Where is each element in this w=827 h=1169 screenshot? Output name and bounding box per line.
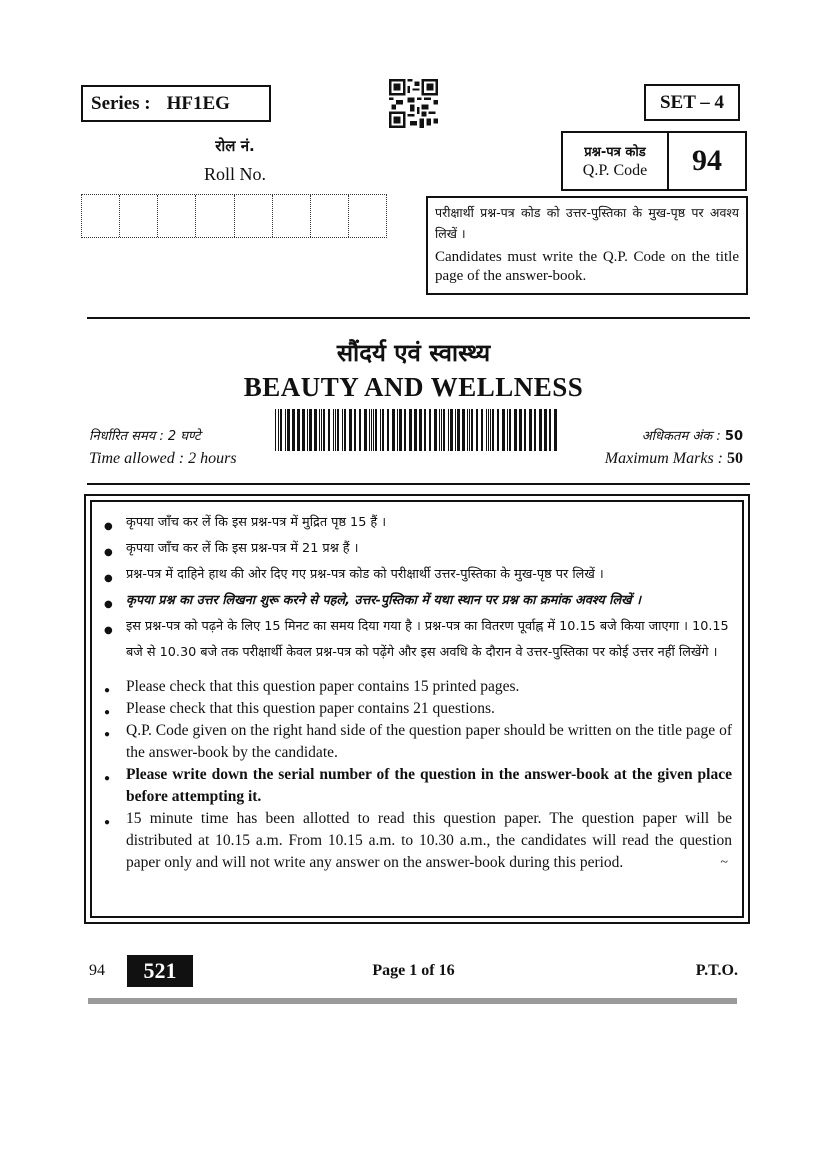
barcode-bar	[439, 409, 440, 451]
barcode-bar	[539, 409, 542, 451]
roll-digit-box[interactable]	[349, 195, 386, 237]
barcode-bar	[354, 409, 356, 451]
barcode-bar	[380, 409, 381, 451]
barcode-bar	[397, 409, 398, 451]
instruction-item: ● इस प्रश्न-पत्र को पढ़ने के लिए 15 मिनट का समय दिया गया है । प्रश्न-पत्र का वितरण पूर्वाह्न में 10.15 बजे किया जाएगा । 10.15 बजे से 10.30 बजे तक परीक्षार्थी केवल प्रश्न-पत्र को पढ़ेंगे और इस अवधि के दौरान वे उत्तर-पुस्तिका पर कोई उत्तर नहीं लिखेंगे ।	[100, 614, 732, 666]
roll-digit-box[interactable]	[196, 195, 234, 237]
subject-title: BEAUTY AND WELLNESS	[243, 372, 584, 402]
barcode-bar	[507, 409, 508, 451]
barcode-bar	[419, 409, 422, 451]
barcode-bar	[392, 409, 395, 451]
qr-code-icon	[389, 79, 438, 128]
barcode-bar	[364, 409, 367, 451]
set-box: SET – 4	[644, 84, 740, 121]
barcode-bar	[448, 409, 449, 451]
barcode-bar	[492, 409, 494, 451]
roll-digit-box[interactable]	[120, 195, 158, 237]
barcode-bar	[373, 409, 374, 451]
barcode-bar	[275, 409, 276, 451]
roll-digit-box[interactable]	[82, 195, 120, 237]
barcode-bar	[344, 409, 346, 451]
barcode-bar	[471, 409, 473, 451]
pto-label: P.T.O.	[695, 962, 738, 979]
max-marks-hindi: अधिकतम अंक : 50	[641, 429, 743, 444]
barcode-bar	[455, 409, 456, 451]
barcode-bar	[490, 409, 491, 451]
time-allowed-hindi: निर्धारित समय : 2 घण्टे	[89, 429, 201, 444]
barcode-bar	[280, 409, 282, 451]
footer-qp-code: 94	[89, 962, 105, 979]
qp-code-box	[561, 131, 747, 191]
divider	[87, 317, 750, 319]
qp-code-notice	[426, 196, 748, 295]
barcode-bar	[424, 409, 426, 451]
barcode-bar	[333, 409, 334, 451]
barcode-bar	[297, 409, 300, 451]
roll-label-hindi: रोल नं.	[215, 137, 255, 155]
instruction-item: ● कृपया प्रश्न का उत्तर लिखना शुरू करने से पहले, उत्तर-पुस्तिका में यथा स्थान पर प्रश्न का क्रमांक अवश्य लिखें ।	[100, 588, 732, 614]
barcode-bar	[554, 409, 557, 451]
barcode-bar	[443, 409, 445, 451]
instruction-item: ● कृपया जाँच कर लें कि इस प्रश्न-पत्र में मुद्रित पृष्ठ 15 हैं ।	[100, 510, 732, 536]
barcode-bar	[549, 409, 551, 451]
instruction-item: ● Please write down the serial number of the question in the answer-book at the given place before attempting it.	[100, 764, 732, 808]
series-box	[81, 85, 271, 122]
instruction-item: ● Please check that this question paper contains 21 questions.	[100, 698, 732, 720]
roll-label: Roll No.	[203, 164, 266, 184]
barcode-bar	[529, 409, 532, 451]
instruction-item: ● Please check that this question paper contains 15 printed pages.	[100, 676, 732, 698]
barcode-bar	[429, 409, 431, 451]
subject-title-hindi: सौंदर्य एवं स्वास्थ्य	[336, 339, 491, 367]
barcode-bar	[434, 409, 437, 451]
barcode-bar	[335, 409, 336, 451]
barcode-bar	[342, 409, 343, 451]
barcode-bar	[314, 409, 317, 451]
barcode-bar	[359, 409, 361, 451]
barcode-bar	[497, 409, 499, 451]
barcode-bar	[287, 409, 290, 451]
barcode-bar	[319, 409, 320, 451]
barcode-bar	[441, 409, 442, 451]
instruction-item: ● कृपया जाँच कर लें कि इस प्रश्न-पत्र में 21 प्रश्न हैं ।	[100, 536, 732, 562]
barcode-bar	[302, 409, 305, 451]
barcode-bar	[509, 409, 511, 451]
qp-code-label: Q.P. Code	[582, 162, 648, 179]
barcode-bar	[323, 409, 325, 451]
instruction-item: ● Q.P. Code given on the right hand side of the question paper should be written on the title page of the answer-book by the candidate.	[100, 720, 732, 764]
barcode-bar	[375, 409, 377, 451]
barcode-bar	[467, 409, 468, 451]
page-number: Page 1 of 16	[372, 962, 455, 979]
barcode-bar	[285, 409, 286, 451]
barcode-bar	[307, 409, 308, 451]
barcode-bar	[462, 409, 465, 451]
barcode-bar	[519, 409, 522, 451]
roll-digit-box[interactable]	[273, 195, 311, 237]
barcode-bar	[321, 409, 322, 451]
roll-digit-box[interactable]	[158, 195, 196, 237]
barcode-bar	[514, 409, 517, 451]
barcode-bar	[488, 409, 489, 451]
barcode-bar	[292, 409, 295, 451]
divider	[87, 483, 750, 485]
barcode-bar	[404, 409, 406, 451]
barcode-bar	[544, 409, 547, 451]
footer-badge: 521	[127, 955, 193, 987]
roll-digit-box[interactable]	[311, 195, 349, 237]
barcode-bar	[414, 409, 417, 451]
barcode-bar	[409, 409, 412, 451]
barcode-bar	[486, 409, 487, 451]
barcode-bar	[469, 409, 470, 451]
barcode-bar	[450, 409, 453, 451]
barcode-bar	[399, 409, 402, 451]
barcode-bar	[382, 409, 384, 451]
instruction-item: ● 15 minute time has been allotted to read this question paper. The question paper will be distributed at 10.15 a.m. From 10.15 a.m. to 10.30 a.m., the candidates will read the question paper only and will not write any answer on the answer-book during this period. ~	[100, 808, 732, 874]
series-label: Series :	[91, 92, 151, 114]
barcode-bar	[534, 409, 536, 451]
barcode-bar	[387, 409, 389, 451]
barcode-bar	[502, 409, 505, 451]
qp-code-label-hindi: प्रश्न-पत्र कोड	[584, 145, 646, 160]
qp-code-value: 94	[692, 144, 722, 177]
notice-english: Candidates must write the Q.P. Code on the title page of the answer-book.	[435, 249, 739, 284]
barcode-bar	[278, 409, 279, 451]
barcode-bar	[337, 409, 339, 451]
instructions-box	[84, 494, 750, 924]
barcode-bar	[524, 409, 526, 451]
max-marks: Maximum Marks : 50	[604, 450, 743, 467]
series-value: HF1EG	[166, 92, 230, 114]
barcode-icon	[275, 409, 561, 451]
instructions-english	[100, 676, 732, 874]
barcode-bar	[371, 409, 372, 451]
barcode-bar	[328, 409, 330, 451]
barcode-bar	[309, 409, 312, 451]
barcode-bar	[476, 409, 478, 451]
roll-number-boxes[interactable]	[81, 194, 387, 238]
barcode-bar	[369, 409, 370, 451]
instruction-item: ● प्रश्न-पत्र में दाहिने हाथ की ओर दिए गए प्रश्न-पत्र कोड को परीक्षार्थी उत्तर-पुस्तिका के मुख-पृष्ठ पर लिखें ।	[100, 562, 732, 588]
instructions-hindi	[100, 510, 732, 666]
notice-hindi: परीक्षार्थी प्रश्न-पत्र कोड को उत्तर-पुस्तिका के मुख-पृष्ठ पर अवश्य लिखें ।	[435, 205, 739, 241]
barcode-bar	[349, 409, 352, 451]
time-allowed: Time allowed : 2 hours	[89, 450, 237, 467]
roll-digit-box[interactable]	[235, 195, 273, 237]
barcode-bar	[457, 409, 460, 451]
footer-bar	[88, 998, 737, 1004]
barcode-bar	[481, 409, 483, 451]
